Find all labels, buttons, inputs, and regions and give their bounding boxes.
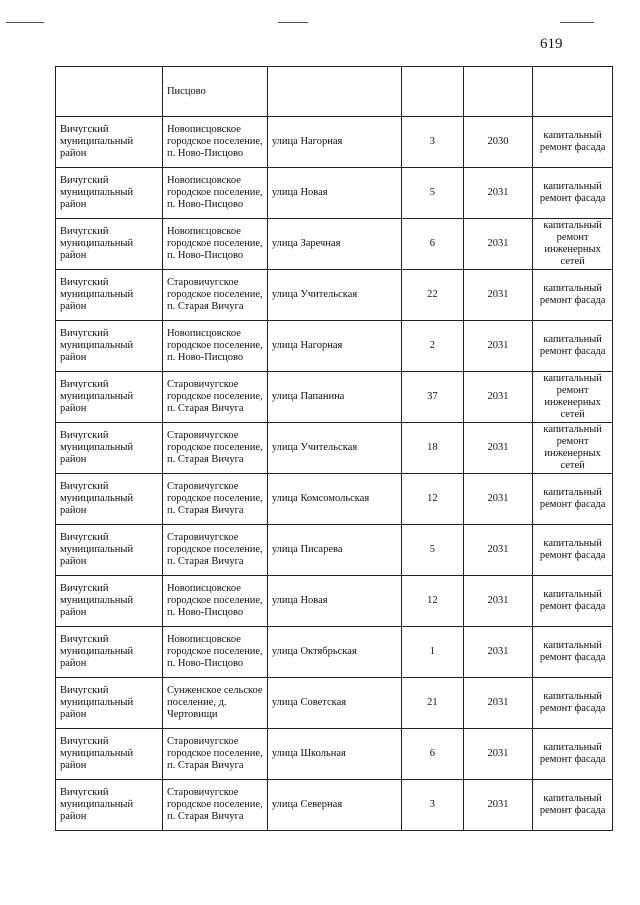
year-cell: 2031 [463,780,533,831]
table-row [56,627,613,678]
district-cell: Вичугский муниципальный район [56,678,163,729]
table-row [56,219,613,270]
year-cell: 2031 [463,525,533,576]
district-cell: Вичугский муниципальный район [56,219,163,270]
page-number: 619 [540,36,563,52]
house-number-cell: 3 [402,780,464,831]
work-type-cell: капитальный ремонт фасада [533,117,613,168]
settlement-cell: Новописцовское городское поселение, п. Ново-Писцово [162,219,267,270]
settlement-cell: Новописцовское городское поселение, п. Ново-Писцово [162,627,267,678]
house-number-cell: 37 [402,372,464,423]
district-cell: Вичугский муниципальный район [56,423,163,474]
work-type-cell: капитальный ремонт фасада [533,270,613,321]
table-row [56,576,613,627]
house-number-cell [402,67,464,117]
settlement-cell: Старовичугское городское поселение, п. Старая Вичуга [162,372,267,423]
work-type-cell: капитальный ремонт инженерных сетей [533,372,613,423]
house-number-cell: 6 [402,729,464,780]
table-row [56,168,613,219]
street-cell: улица Комсомольская [267,474,401,525]
settlement-cell: Старовичугское городское поселение, п. Старая Вичуга [162,780,267,831]
housing-repair-table [55,66,613,831]
settlement-cell: Старовичугское городское поселение, п. Старая Вичуга [162,270,267,321]
street-cell: улица Учительская [267,423,401,474]
street-cell: улица Нагорная [267,117,401,168]
settlement-cell: Писцово [162,67,267,117]
table-row [56,372,613,423]
work-type-cell: капитальный ремонт фасада [533,678,613,729]
work-type-cell: капитальный ремонт инженерных сетей [533,219,613,270]
work-type-cell: капитальный ремонт фасада [533,627,613,678]
district-cell: Вичугский муниципальный район [56,525,163,576]
district-cell: Вичугский муниципальный район [56,627,163,678]
settlement-cell: Старовичугское городское поселение, п. Старая Вичуга [162,474,267,525]
work-type-cell: капитальный ремонт инженерных сетей [533,423,613,474]
work-type-cell: капитальный ремонт фасада [533,474,613,525]
district-cell [56,67,163,117]
settlement-cell: Новописцовское городское поселение, п. Ново-Писцово [162,168,267,219]
scan-artifact-line [560,22,594,23]
street-cell: улица Северная [267,780,401,831]
street-cell [267,67,401,117]
year-cell: 2031 [463,576,533,627]
house-number-cell: 5 [402,525,464,576]
year-cell: 2031 [463,474,533,525]
house-number-cell: 6 [402,219,464,270]
district-cell: Вичугский муниципальный район [56,474,163,525]
year-cell: 2031 [463,372,533,423]
year-cell: 2031 [463,168,533,219]
district-cell: Вичугский муниципальный район [56,117,163,168]
settlement-cell: Сунженское сельское поселение, д. Чертовищи [162,678,267,729]
street-cell: улица Папанина [267,372,401,423]
year-cell: 2031 [463,219,533,270]
year-cell: 2031 [463,678,533,729]
house-number-cell: 12 [402,576,464,627]
street-cell: улица Новая [267,576,401,627]
street-cell: улица Новая [267,168,401,219]
district-cell: Вичугский муниципальный район [56,168,163,219]
settlement-cell: Новописцовское городское поселение, п. Ново-Писцово [162,117,267,168]
table-row [56,321,613,372]
house-number-cell: 3 [402,117,464,168]
district-cell: Вичугский муниципальный район [56,780,163,831]
settlement-cell: Старовичугское городское поселение, п. Старая Вичуга [162,423,267,474]
table-row [56,729,613,780]
table-row [56,525,613,576]
district-cell: Вичугский муниципальный район [56,729,163,780]
work-type-cell: капитальный ремонт фасада [533,576,613,627]
year-cell: 2031 [463,321,533,372]
street-cell: улица Школьная [267,729,401,780]
house-number-cell: 1 [402,627,464,678]
year-cell [463,67,533,117]
work-type-cell: капитальный ремонт фасада [533,321,613,372]
house-number-cell: 18 [402,423,464,474]
house-number-cell: 12 [402,474,464,525]
street-cell: улица Октябрьская [267,627,401,678]
house-number-cell: 2 [402,321,464,372]
settlement-cell: Новописцовское городское поселение, п. Ново-Писцово [162,576,267,627]
year-cell: 2031 [463,627,533,678]
district-cell: Вичугский муниципальный район [56,270,163,321]
table-row [56,270,613,321]
district-cell: Вичугский муниципальный район [56,576,163,627]
settlement-cell: Новописцовское городское поселение, п. Ново-Писцово [162,321,267,372]
street-cell: улица Заречная [267,219,401,270]
street-cell: улица Учительская [267,270,401,321]
year-cell: 2031 [463,423,533,474]
year-cell: 2031 [463,729,533,780]
house-number-cell: 22 [402,270,464,321]
scan-artifact-line [6,22,44,23]
settlement-cell: Старовичугское городское поселение, п. Старая Вичуга [162,525,267,576]
table-row [56,780,613,831]
table-row [56,423,613,474]
work-type-cell [533,67,613,117]
district-cell: Вичугский муниципальный район [56,372,163,423]
work-type-cell: капитальный ремонт фасада [533,729,613,780]
district-cell: Вичугский муниципальный район [56,321,163,372]
table-row [56,678,613,729]
work-type-cell: капитальный ремонт фасада [533,168,613,219]
year-cell: 2030 [463,117,533,168]
year-cell: 2031 [463,270,533,321]
street-cell: улица Нагорная [267,321,401,372]
settlement-cell: Старовичугское городское поселение, п. Старая Вичуга [162,729,267,780]
table-row-continued [56,67,613,117]
street-cell: улица Писарева [267,525,401,576]
work-type-cell: капитальный ремонт фасада [533,525,613,576]
house-number-cell: 5 [402,168,464,219]
scan-artifact-line [278,22,308,23]
work-type-cell: капитальный ремонт фасада [533,780,613,831]
street-cell: улица Советская [267,678,401,729]
table-row [56,117,613,168]
table-row [56,474,613,525]
house-number-cell: 21 [402,678,464,729]
